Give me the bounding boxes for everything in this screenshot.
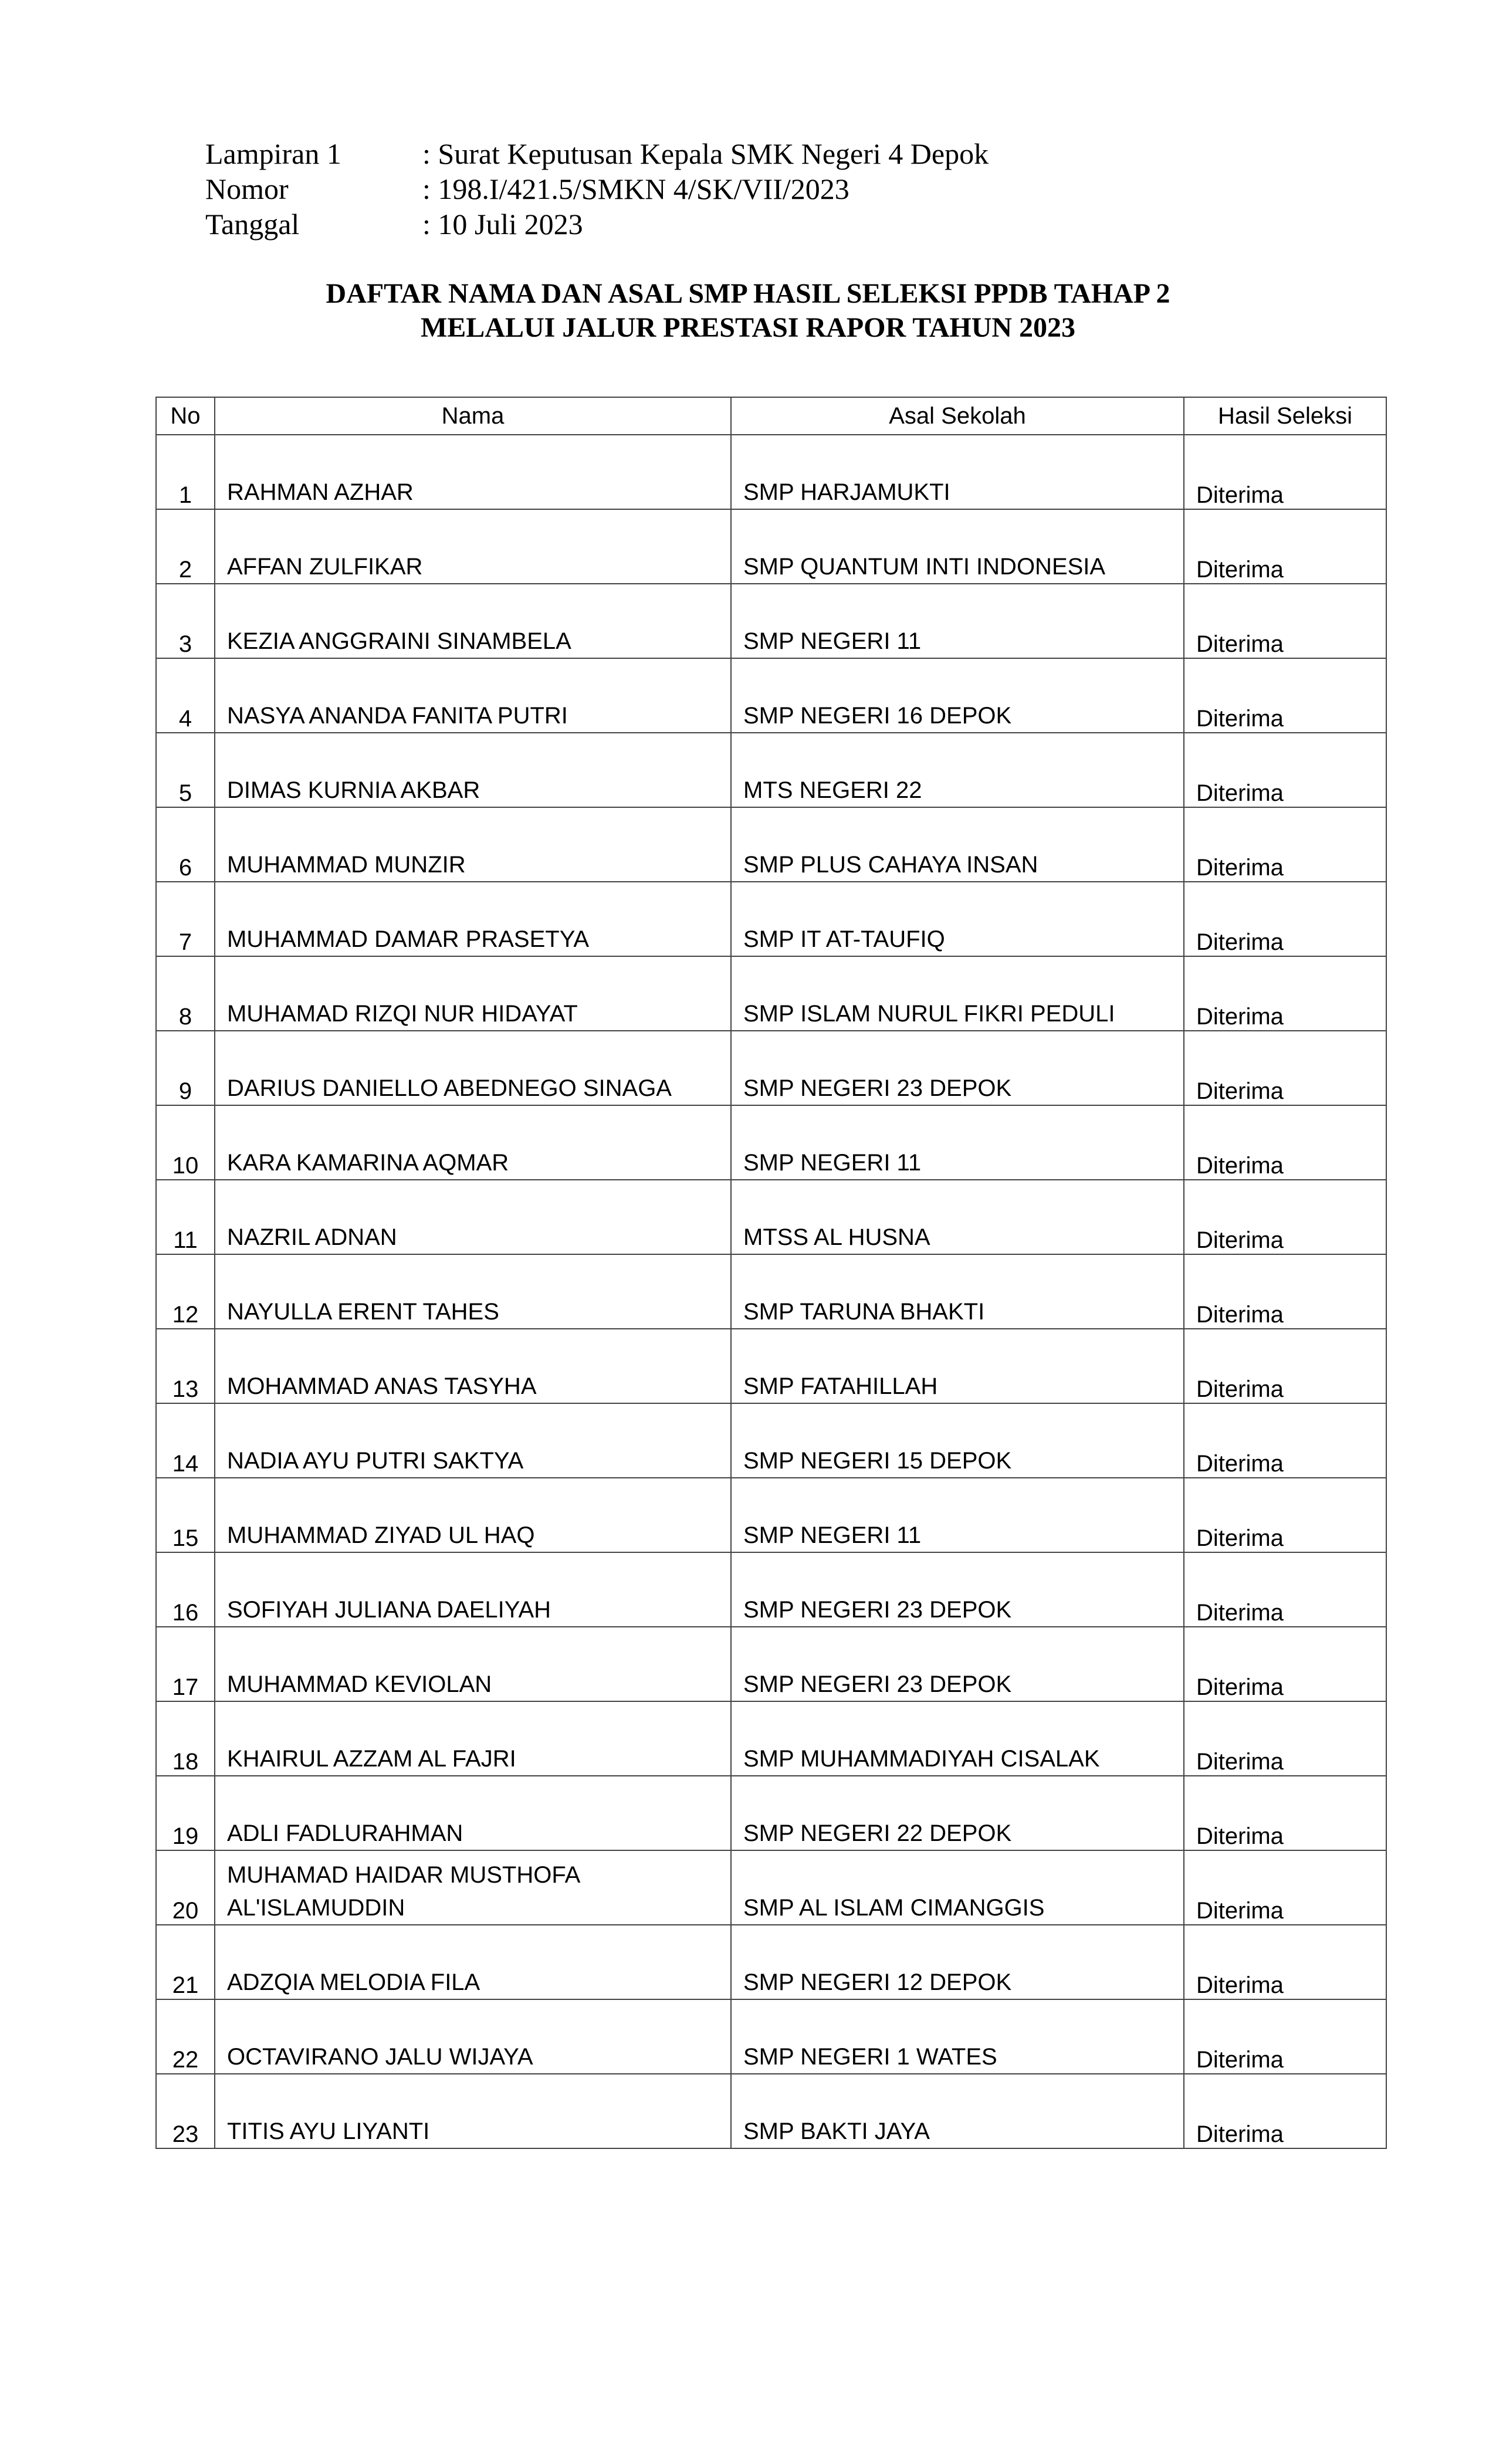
origin-school: SMP PLUS CAHAYA INSAN (731, 807, 1184, 882)
letter-header (205, 136, 989, 242)
student-name (215, 1329, 731, 1403)
student-name-text: NAZRIL ADNAN (227, 1224, 397, 1250)
selection-result: Diterima (1184, 1776, 1386, 1850)
row-number: 10 (156, 1105, 215, 1180)
row-number: 1 (156, 435, 215, 509)
row-number: 7 (156, 882, 215, 956)
table-row (156, 1478, 1386, 1552)
row-number: 8 (156, 956, 215, 1031)
table-row (156, 733, 1386, 807)
student-name (215, 1105, 731, 1180)
student-name (215, 733, 731, 807)
origin-school: SMP NEGERI 11 (731, 1478, 1184, 1552)
selection-result: Diterima (1184, 807, 1386, 882)
origin-school: SMP NEGERI 1 WATES (731, 1999, 1184, 2074)
nomor-value: : 198.I/421.5/SMKN 4/SK/VII/2023 (422, 172, 849, 205)
origin-school: SMP NEGERI 11 (731, 584, 1184, 658)
student-name (215, 1180, 731, 1254)
origin-school: SMP NEGERI 22 DEPOK (731, 1776, 1184, 1850)
selection-result: Diterima (1184, 1627, 1386, 1701)
lampiran-value: : Surat Keputusan Kepala SMK Negeri 4 Depok (422, 137, 989, 170)
origin-school: SMP NEGERI 23 DEPOK (731, 1627, 1184, 1701)
student-name-text: MOHAMMAD ANAS TASYHA (227, 1373, 537, 1399)
row-number: 2 (156, 509, 215, 584)
table-row (156, 807, 1386, 882)
student-name (215, 1478, 731, 1552)
selection-result: Diterima (1184, 1031, 1386, 1105)
table-row (156, 1329, 1386, 1403)
student-name (215, 956, 731, 1031)
table-row (156, 956, 1386, 1031)
origin-school: SMP NEGERI 11 (731, 1105, 1184, 1180)
selection-result: Diterima (1184, 1254, 1386, 1329)
origin-school: SMP MUHAMMADIYAH CISALAK (731, 1701, 1184, 1776)
nomor-label: Nomor (205, 172, 289, 205)
student-name-text: MUHAMMAD MUNZIR (227, 852, 466, 878)
selection-result: Diterima (1184, 956, 1386, 1031)
student-name-text: MUHAMMAD ZIYAD UL HAQ (227, 1522, 535, 1548)
table-row (156, 1999, 1386, 2074)
table-body (156, 435, 1386, 2148)
origin-school: SMP NEGERI 12 DEPOK (731, 1925, 1184, 1999)
row-number: 18 (156, 1701, 215, 1776)
student-name (215, 1254, 731, 1329)
student-name (215, 2074, 731, 2148)
student-name-text: NASYA ANANDA FANITA PUTRI (227, 703, 568, 729)
row-number: 21 (156, 1925, 215, 1999)
selection-result: Diterima (1184, 1925, 1386, 1999)
student-name (215, 1627, 731, 1701)
origin-school: SMP HARJAMUKTI (731, 435, 1184, 509)
student-name (215, 882, 731, 956)
student-name-text: DIMAS KURNIA AKBAR (227, 777, 480, 803)
origin-school: SMP NEGERI 16 DEPOK (731, 658, 1184, 733)
selection-result: Diterima (1184, 1552, 1386, 1627)
origin-school: MTSS AL HUSNA (731, 1180, 1184, 1254)
selection-result: Diterima (1184, 1701, 1386, 1776)
table-row (156, 1180, 1386, 1254)
selection-results-table (155, 397, 1387, 2149)
row-number: 12 (156, 1254, 215, 1329)
table-row (156, 882, 1386, 956)
student-name-text: KEZIA ANGGRAINI SINAMBELA (227, 628, 571, 654)
student-name-text: MUHAMAD RIZQI NUR HIDAYAT (227, 1001, 578, 1027)
selection-result: Diterima (1184, 658, 1386, 733)
table-row (156, 1105, 1386, 1180)
table-row (156, 1254, 1386, 1329)
row-number: 14 (156, 1403, 215, 1478)
row-number: 23 (156, 2074, 215, 2148)
selection-result: Diterima (1184, 1105, 1386, 1180)
row-number: 9 (156, 1031, 215, 1105)
row-number: 16 (156, 1552, 215, 1627)
table-row (156, 509, 1386, 584)
student-name-text: MUHAMMAD KEVIOLAN (227, 1671, 492, 1697)
lampiran-row (205, 136, 989, 171)
selection-result: Diterima (1184, 882, 1386, 956)
student-name-text-line-2: AL'ISLAMUDDIN (227, 1895, 405, 1921)
origin-school: SMP NEGERI 23 DEPOK (731, 1552, 1184, 1627)
row-number: 22 (156, 1999, 215, 2074)
column-header-hasil-seleksi: Hasil Seleksi (1184, 397, 1386, 435)
selection-result: Diterima (1184, 1999, 1386, 2074)
student-name-text: KHAIRUL AZZAM AL FAJRI (227, 1746, 516, 1772)
title-line-2: MELALUI JALUR PRESTASI RAPOR TAHUN 2023 (420, 312, 1076, 343)
column-header-no: No (156, 397, 215, 435)
selection-result: Diterima (1184, 1180, 1386, 1254)
row-number: 20 (156, 1850, 215, 1925)
table-row (156, 2074, 1386, 2148)
student-name (215, 1850, 731, 1925)
table-row (156, 1925, 1386, 1999)
table-row (156, 1776, 1386, 1850)
student-name-text: AFFAN ZULFIKAR (227, 554, 423, 580)
student-name (215, 509, 731, 584)
student-name (215, 435, 731, 509)
row-number: 15 (156, 1478, 215, 1552)
table-row (156, 1403, 1386, 1478)
table-header-row (156, 397, 1386, 435)
selection-result: Diterima (1184, 509, 1386, 584)
student-name (215, 807, 731, 882)
student-name (215, 1925, 731, 1999)
title-line-1: DAFTAR NAMA DAN ASAL SMP HASIL SELEKSI PPDB TAHAP 2 (326, 278, 1170, 309)
tanggal-row (205, 207, 989, 242)
selection-result: Diterima (1184, 2074, 1386, 2148)
origin-school: SMP ISLAM NURUL FIKRI PEDULI (731, 956, 1184, 1031)
row-number: 3 (156, 584, 215, 658)
origin-school: SMP NEGERI 23 DEPOK (731, 1031, 1184, 1105)
student-name-text: RAHMAN AZHAR (227, 479, 414, 505)
student-name (215, 1403, 731, 1478)
table-row (156, 658, 1386, 733)
selection-result: Diterima (1184, 435, 1386, 509)
row-number: 6 (156, 807, 215, 882)
student-name (215, 658, 731, 733)
student-name (215, 1552, 731, 1627)
column-header-asal-sekolah: Asal Sekolah (731, 397, 1184, 435)
row-number: 13 (156, 1329, 215, 1403)
table-row (156, 1031, 1386, 1105)
student-name-text: ADLI FADLURAHMAN (227, 1820, 463, 1846)
student-name-text: ADZQIA MELODIA FILA (227, 1969, 480, 1995)
selection-result: Diterima (1184, 733, 1386, 807)
student-name-text: OCTAVIRANO JALU WIJAYA (227, 2044, 533, 2070)
tanggal-value: : 10 Juli 2023 (422, 208, 583, 241)
selection-result: Diterima (1184, 1850, 1386, 1925)
row-number: 5 (156, 733, 215, 807)
student-name-text: NAYULLA ERENT TAHES (227, 1299, 499, 1325)
row-number: 11 (156, 1180, 215, 1254)
selection-result: Diterima (1184, 584, 1386, 658)
selection-result: Diterima (1184, 1329, 1386, 1403)
tanggal-label: Tanggal (205, 208, 300, 241)
selection-result: Diterima (1184, 1403, 1386, 1478)
origin-school: SMP FATAHILLAH (731, 1329, 1184, 1403)
row-number: 4 (156, 658, 215, 733)
student-name-text: MUHAMMAD DAMAR PRASETYA (227, 926, 590, 952)
student-name-text: DARIUS DANIELLO ABEDNEGO SINAGA (227, 1075, 672, 1101)
table-row (156, 584, 1386, 658)
origin-school: SMP IT AT-TAUFIQ (731, 882, 1184, 956)
table-row (156, 1850, 1386, 1925)
document-title (0, 277, 1496, 345)
student-name (215, 1776, 731, 1850)
nomor-row (205, 171, 989, 207)
column-header-nama: Nama (215, 397, 731, 435)
student-name-text: SOFIYAH JULIANA DAELIYAH (227, 1597, 551, 1623)
student-name (215, 584, 731, 658)
student-name (215, 1999, 731, 2074)
origin-school: SMP NEGERI 15 DEPOK (731, 1403, 1184, 1478)
student-name-text: TITIS AYU LIYANTI (227, 2118, 430, 2144)
lampiran-label: Lampiran 1 (205, 137, 341, 170)
student-name-text: KARA KAMARINA AQMAR (227, 1150, 509, 1176)
student-name-text: NADIA AYU PUTRI SAKTYA (227, 1448, 524, 1474)
table-row (156, 1627, 1386, 1701)
origin-school: SMP BAKTI JAYA (731, 2074, 1184, 2148)
table-row (156, 435, 1386, 509)
table-row (156, 1701, 1386, 1776)
origin-school: SMP QUANTUM INTI INDONESIA (731, 509, 1184, 584)
student-name-text: MUHAMAD HAIDAR MUSTHOFA (227, 1862, 581, 1888)
origin-school: SMP AL ISLAM CIMANGGIS (731, 1850, 1184, 1925)
origin-school: MTS NEGERI 22 (731, 733, 1184, 807)
selection-result: Diterima (1184, 1478, 1386, 1552)
origin-school: SMP TARUNA BHAKTI (731, 1254, 1184, 1329)
student-name (215, 1031, 731, 1105)
student-name (215, 1701, 731, 1776)
row-number: 17 (156, 1627, 215, 1701)
table-row (156, 1552, 1386, 1627)
row-number: 19 (156, 1776, 215, 1850)
